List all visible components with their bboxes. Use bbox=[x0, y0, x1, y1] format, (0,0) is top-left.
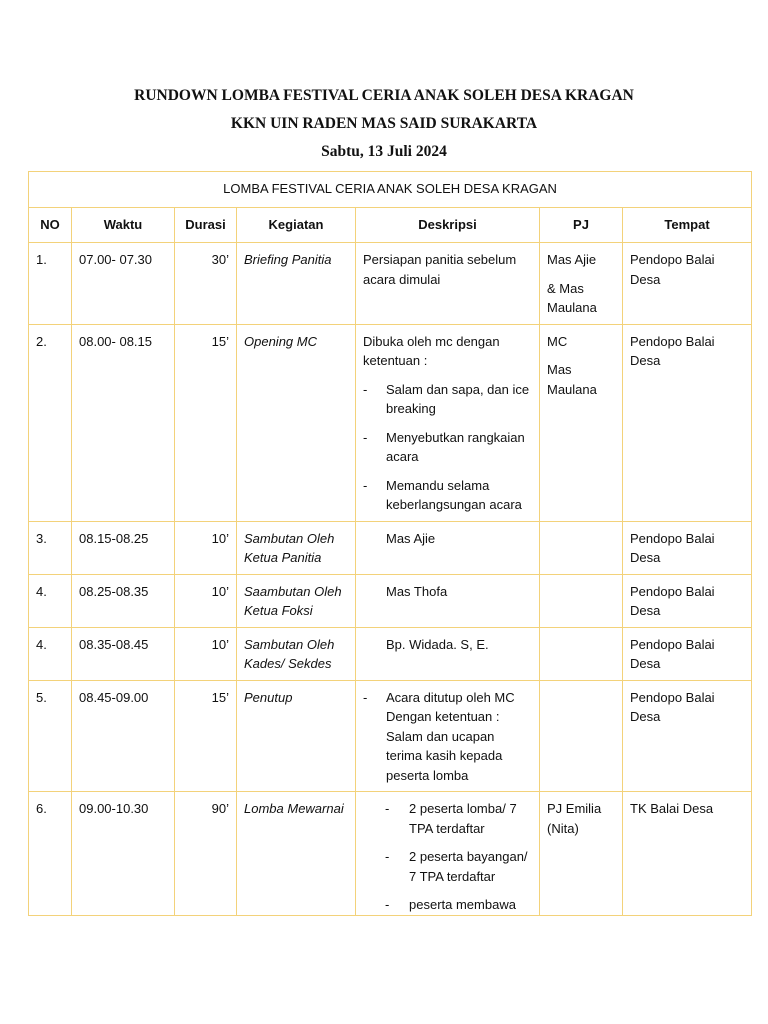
cell-tempat: Pendopo Balai Desa bbox=[623, 324, 752, 521]
list-item: - 2 peserta bayangan/ 7 TPA terdaftar bbox=[385, 849, 528, 884]
cell-waktu: 08.35-08.45 bbox=[72, 627, 175, 680]
document-date: Sabtu, 13 Juli 2024 bbox=[321, 143, 447, 160]
cell-no: 5. bbox=[29, 680, 72, 792]
document-subtitle: KKN UIN RADEN MAS SAID SURAKARTA bbox=[230, 115, 538, 132]
table-row bbox=[29, 680, 752, 792]
cell-kegiatan: Saambutan Oleh Ketua Foksi bbox=[237, 574, 356, 627]
cell-durasi: 30’ bbox=[175, 243, 237, 325]
cell-durasi: 10’ bbox=[175, 574, 237, 627]
cell-waktu: 08.15-08.25 bbox=[72, 521, 175, 574]
cell-durasi: 90’ bbox=[175, 792, 237, 916]
cell-deskripsi bbox=[356, 521, 540, 574]
table-row bbox=[29, 324, 752, 521]
table-row bbox=[29, 627, 752, 680]
header-deskripsi: Deskripsi bbox=[356, 208, 540, 243]
list-item: - Menyebutkan rangkaian acara bbox=[363, 429, 525, 464]
cell-waktu: 08.00- 08.15 bbox=[72, 324, 175, 521]
cell-no: 3. bbox=[29, 521, 72, 574]
cell-durasi: 10’ bbox=[175, 627, 237, 680]
cell-kegiatan: Briefing Panitia bbox=[237, 243, 356, 325]
header-kegiatan: Kegiatan bbox=[237, 208, 356, 243]
table-row bbox=[29, 521, 752, 574]
list-item: - peserta membawa bbox=[385, 897, 516, 912]
pj-line: & Mas Maulana bbox=[547, 280, 597, 315]
cell-pj bbox=[540, 574, 623, 627]
cell-no: 4. bbox=[29, 574, 72, 627]
cell-deskripsi bbox=[356, 792, 540, 916]
cell-deskripsi: Persiapan panitia sebelum acara dimulai bbox=[356, 243, 540, 325]
cell-no: 2. bbox=[29, 324, 72, 521]
bullet-list bbox=[363, 799, 532, 915]
bullet-list bbox=[363, 380, 532, 515]
table-row bbox=[29, 574, 752, 627]
cell-waktu: 09.00-10.30 bbox=[72, 792, 175, 916]
cell-kegiatan: Penutup bbox=[237, 680, 356, 792]
table-caption-row bbox=[29, 172, 752, 208]
document-title: RUNDOWN LOMBA FESTIVAL CERIA ANAK SOLEH DESA KRAGAN bbox=[134, 87, 634, 104]
cell-tempat: Pendopo Balai Desa bbox=[623, 243, 752, 325]
cell-waktu: 08.25-08.35 bbox=[72, 574, 175, 627]
deskripsi-text: Dibuka oleh mc dengan ketentuan : bbox=[363, 333, 500, 368]
cell-pj bbox=[540, 324, 623, 521]
pj-line: Mas Ajie bbox=[547, 252, 597, 267]
header-no: NO bbox=[29, 208, 72, 243]
cell-tempat: TK Balai Desa bbox=[623, 792, 752, 916]
cell-no: 6. bbox=[29, 792, 72, 916]
cell-durasi: 15’ bbox=[175, 680, 237, 792]
pj-line: Mas Maulana bbox=[547, 362, 597, 397]
cell-tempat: Pendopo Balai Desa bbox=[623, 627, 752, 680]
header-durasi: Durasi bbox=[175, 208, 237, 243]
cell-pj bbox=[540, 243, 623, 325]
cell-pj bbox=[540, 680, 623, 792]
cell-waktu: 08.45-09.00 bbox=[72, 680, 175, 792]
cell-waktu: 07.00- 07.30 bbox=[72, 243, 175, 325]
table-row bbox=[29, 243, 752, 325]
list-item: - Acara ditutup oleh MC Dengan ketentuan : Salam dan ucapan terima kasih kepada peserta lomba bbox=[363, 689, 515, 783]
list-item: - Salam dan sapa, dan ice breaking bbox=[363, 381, 530, 416]
cell-durasi: 15’ bbox=[175, 324, 237, 521]
cell-deskripsi bbox=[356, 627, 540, 680]
header-tempat: Tempat bbox=[623, 208, 752, 243]
pj-line: PJ Emilia (Nita) bbox=[547, 801, 602, 836]
cell-pj bbox=[540, 627, 623, 680]
cell-tempat: Pendopo Balai Desa bbox=[623, 574, 752, 627]
list-item: - 2 peserta lomba/ 7 TPA terdaftar bbox=[385, 801, 517, 836]
cell-deskripsi bbox=[356, 574, 540, 627]
cell-kegiatan: Sambutan Oleh Ketua Panitia bbox=[237, 521, 356, 574]
cell-no: 1. bbox=[29, 243, 72, 325]
cell-pj bbox=[540, 792, 623, 916]
deskripsi-text: Mas Thofa bbox=[386, 583, 448, 599]
header-waktu: Waktu bbox=[72, 208, 175, 243]
cell-pj bbox=[540, 521, 623, 574]
deskripsi-text: Mas Ajie bbox=[386, 530, 436, 546]
cell-kegiatan: Sambutan Oleh Kades/ Sekdes bbox=[237, 627, 356, 680]
cell-durasi: 10’ bbox=[175, 521, 237, 574]
pj-line: MC bbox=[547, 333, 568, 349]
table-caption: LOMBA FESTIVAL CERIA ANAK SOLEH DESA KRAGAN bbox=[29, 172, 752, 208]
rundown-table bbox=[28, 171, 752, 916]
cell-kegiatan: Lomba Mewarnai bbox=[237, 792, 356, 916]
table-row bbox=[29, 792, 752, 916]
list-item: - Memandu selama keberlangsungan acara bbox=[363, 477, 522, 512]
cell-kegiatan: Opening MC bbox=[237, 324, 356, 521]
cell-no: 4. bbox=[29, 627, 72, 680]
deskripsi-clip bbox=[363, 799, 532, 915]
table-header-row bbox=[29, 208, 752, 243]
deskripsi-text: Bp. Widada. S, E. bbox=[386, 636, 489, 652]
cell-deskripsi bbox=[356, 680, 540, 792]
bullet-list bbox=[363, 688, 532, 786]
header-pj: PJ bbox=[540, 208, 623, 243]
cell-tempat: Pendopo Balai Desa bbox=[623, 680, 752, 792]
cell-tempat: Pendopo Balai Desa bbox=[623, 521, 752, 574]
cell-deskripsi bbox=[356, 324, 540, 521]
